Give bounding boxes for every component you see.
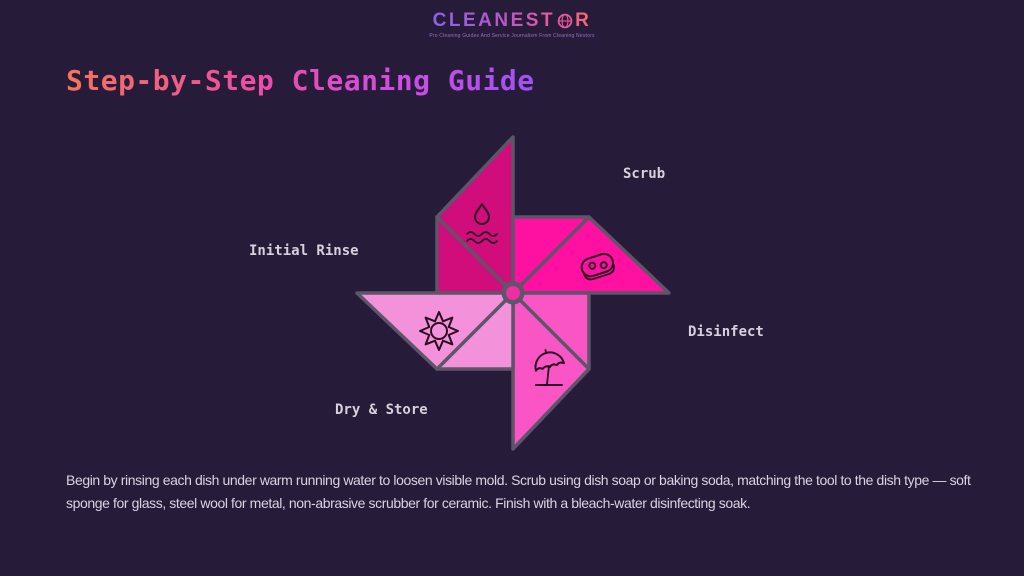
page-title: Step-by-Step Cleaning Guide <box>66 64 535 97</box>
blade-shape <box>513 217 669 293</box>
blade-shape <box>513 293 589 449</box>
label-initial-rinse: Initial Rinse <box>249 243 359 259</box>
blade-shape <box>357 293 513 369</box>
brand-logo-text: CLEANEST <box>432 10 556 31</box>
brand-logo-text-end: R <box>575 10 592 31</box>
label-scrub: Scrub <box>623 166 666 182</box>
label-dry-store: Dry & Store <box>335 402 428 418</box>
blade-initial-rinse <box>437 137 513 293</box>
brand-tagline: Pro Cleaning Guides And Service Journalism From Cleaning Nestors <box>429 33 595 39</box>
blade-scrub <box>513 217 669 293</box>
blade-dry-store <box>357 293 513 369</box>
label-disinfect: Disinfect <box>688 324 764 340</box>
step-description: Begin by rinsing each dish under warm running water to loosen visible mold. Scrub using dish soap or baking soda, matching the tool to the dish type — soft sponge for glass, steel wool for metal, non-abrasive scrubber for ceramic. Finish with a bleach-water disinfecting soak. <box>66 472 971 511</box>
blade-disinfect <box>513 293 589 449</box>
pinwheel-hub-dot <box>506 286 520 300</box>
